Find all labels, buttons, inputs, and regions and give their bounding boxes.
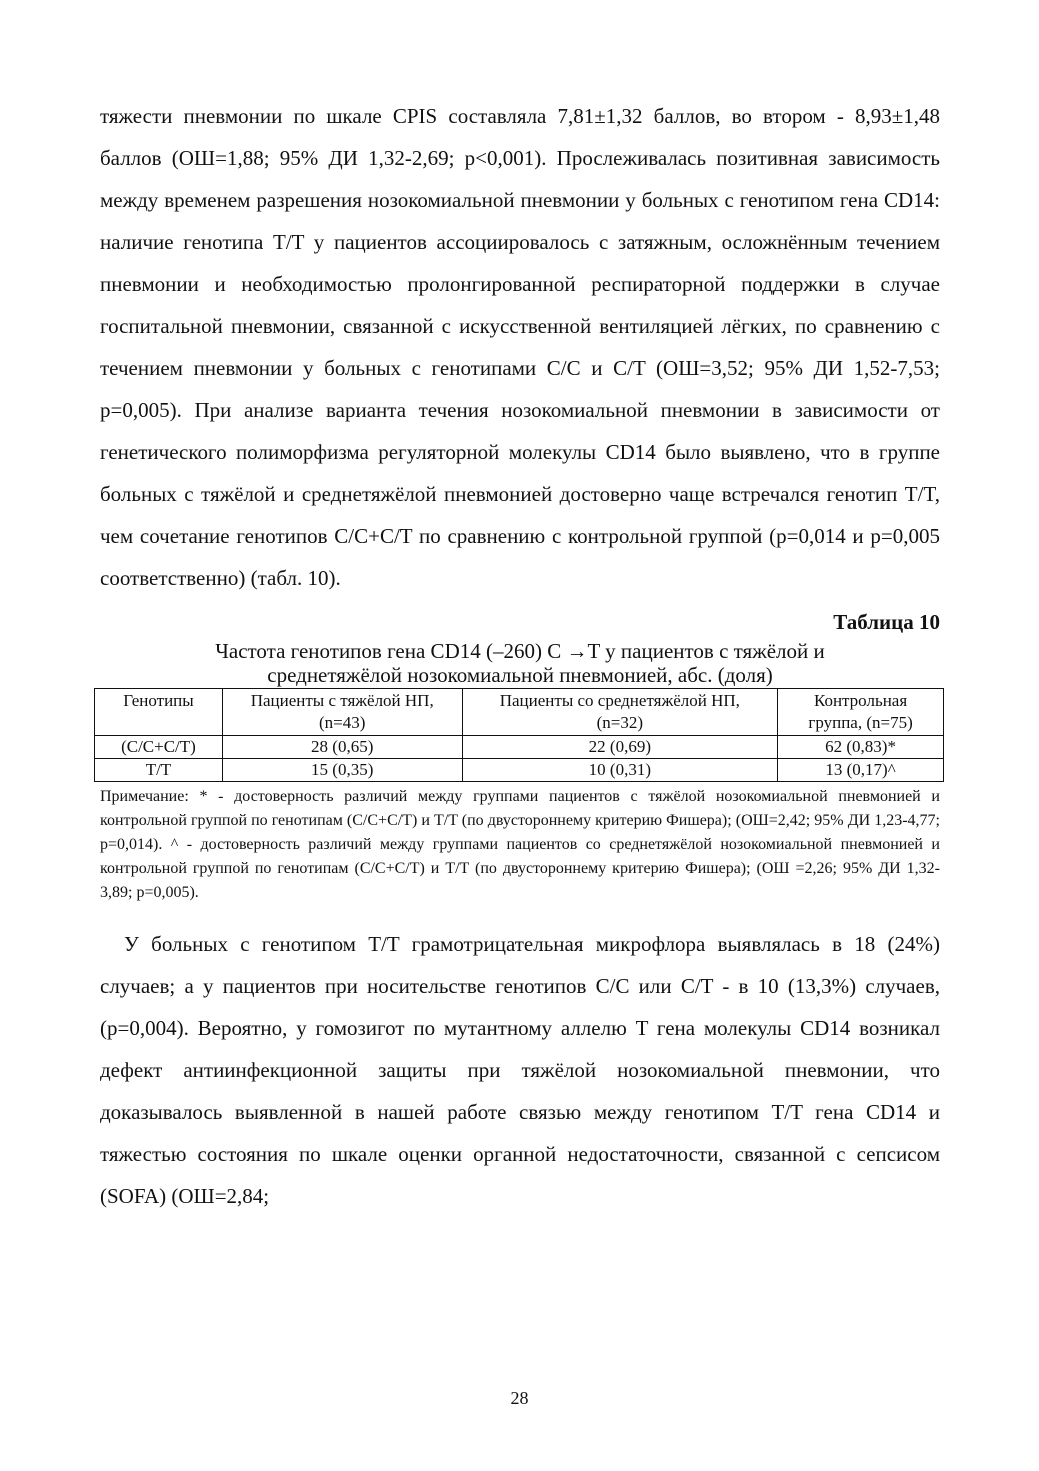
table-note: Примечание: * - достоверность различий между группами пациентов с тяжёлой нозокомиальной пневмонией и контрольной группой по генотипам (C/C+C/T) и T/T (по двустороннему критерию Фишера); (ОШ=2,42; 95% ДИ 1,23-4,77; p=0,014). ^ - достоверность различий между группами пациентов со среднетяжёлой нозокомиальной пневмонией и контрольной группой по генотипам (C/C+C/T) и T/T (по двустороннему критерию Фишера); (ОШ =2,26; 95% ДИ 1,32-3,89; p=0,005). (100, 788, 940, 901)
page-number: 28 (510, 1388, 529, 1408)
table-row (95, 736, 944, 759)
table-cell: 10 (0,31) (462, 759, 778, 782)
table-cell: 13 (0,17)^ (778, 759, 944, 782)
table-cell: 15 (0,35) (222, 759, 462, 782)
body-paragraph-2: У больных с генотипом T/T грамотрицательная микрофлора выявлялась в 18 (24%) случаев; а у пациентов при носительстве генотипов C/C или C/T - в 10 (13,3%) случаев, (p=0,004). Вероятно, у гомозигот по мутантному аллелю T гена молекулы CD14 возникал дефект антиинфекционной защиты при тяжёлой нозокомиальной пневмонии, что доказывалось выявленной в нашей работе связью между генотипом T/T гена CD14 и тяжестью состояния по шкале оценки органной недостаточности, связанной с сепсисом (SOFA) (ОШ=2,84; (100, 932, 940, 1208)
table-caption-line-2: среднетяжёлой нозокомиальной пневмонией, абс. (доля) (267, 663, 773, 687)
body-paragraph-1: тяжести пневмонии по шкале CPIS составляла 7,81±1,32 баллов, во втором - 8,93±1,48 баллов (ОШ=1,88; 95% ДИ 1,32-2,69; p<0,001). Прослеживалась позитивная зависимость между временем разрешения нозокомиальной пневмонии у больных с генотипом гена CD14: наличие генотипа T/T у пациентов ассоциировалось с затяжным, осложнённым течением пневмонии и необходимостью пролонгированной респираторной поддержки в случае госпитальной пневмонии, связанной с искусственной вентиляцией лёгких, по сравнению с течением пневмонии у больных с генотипами C/C и C/T (ОШ=3,52; 95% ДИ 1,52-7,53; p=0,005). При анализе варианта течения нозокомиальной пневмонии в зависимости от генетического полиморфизма регуляторной молекулы CD14 было выявлено, что в группе больных с тяжёлой и среднетяжёлой пневмонией достоверно чаще встречался генотип T/T, чем сочетание генотипов C/C+C/T по сравнению с контрольной группой (p=0,014 и p=0,005 соответственно) (табл. 10). (100, 104, 940, 590)
table-header-row (95, 689, 944, 736)
table-cell: 62 (0,83)* (778, 736, 944, 759)
table-cell: (C/C+C/T) (95, 736, 223, 759)
genotype-frequency-table (94, 688, 944, 782)
header-moderate-patients: Пациенты со среднетяжёлой НП, (n=32) (462, 689, 778, 736)
document-page (100, 95, 940, 1217)
table-label: Таблица 10 (833, 610, 940, 634)
header-genotypes: Генотипы (95, 689, 223, 736)
table-caption-line-1: Частота генотипов гена CD14 (–260) C →T у пациентов с тяжёлой и (215, 639, 825, 663)
table-row (95, 759, 944, 782)
header-severe-patients: Пациенты с тяжёлой НП, (n=43) (222, 689, 462, 736)
table-cell: 22 (0,69) (462, 736, 778, 759)
table-caption (100, 639, 940, 687)
header-control-group: Контрольная группа, (n=75) (778, 689, 944, 736)
table-cell: T/T (95, 759, 223, 782)
table-cell: 28 (0,65) (222, 736, 462, 759)
